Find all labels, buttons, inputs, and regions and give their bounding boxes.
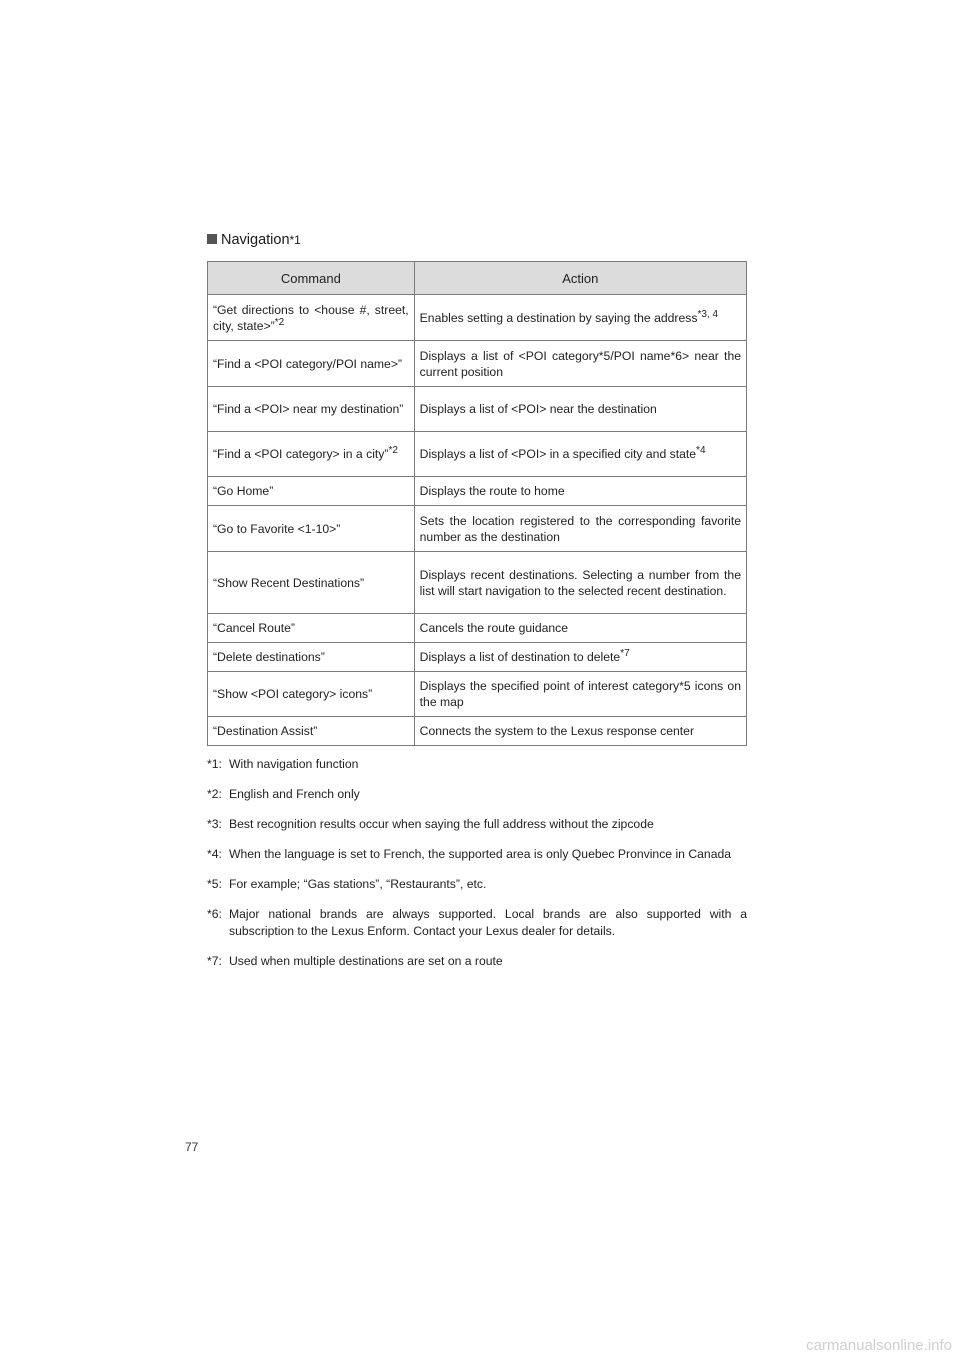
footnote-text: When the language is set to French, the supported area is only Quebec Pronvince in Canada [229,847,732,861]
action-cell: Cancels the route guidance [414,614,746,643]
footnote [207,786,747,803]
square-bullet-icon [207,234,217,244]
command-cell: “Go Home” [208,477,415,506]
footnote-ref: *2 [274,316,285,328]
action-text: Enables setting a destination by saying the address [419,310,698,325]
footnote [207,953,747,970]
footnote-label: *3: [207,817,222,831]
footnote-label: *2: [207,787,222,801]
header-command: Command [208,262,415,295]
footnote-label: *7: [207,954,222,968]
footnote-text: With navigation function [229,757,359,771]
commands-table [207,261,747,746]
action-cell: Connects the system to the Lexus response center [414,717,746,746]
action-cell: Displays a list of <POI> near the destination [414,387,746,432]
command-text: “Get directions to <house #, street, city, state>” [213,302,409,333]
command-cell: “Go to Favorite <1-10>” [208,506,415,552]
table-row [208,717,747,746]
footnote [207,876,747,893]
footnote [207,756,747,773]
footnote [207,846,747,863]
table-row [208,341,747,387]
footnote-label: *5: [207,877,222,891]
footnote-ref: *4 [696,444,706,456]
footnote-text: For example; “Gas stations”, “Restaurants”, etc. [229,877,487,891]
footnote-text: Used when multiple destinations are set on a route [229,954,503,968]
action-cell: Displays recent destinations. Selecting a number from the list will start navigation to the selected recent destination. [414,552,746,614]
footnote-text: Major national brands are always supported. Local brands are also supported with a subscription to the Lexus Enform. Contact your Lexus dealer for details. [229,907,747,938]
table-row [208,477,747,506]
command-cell [208,295,415,341]
table-row [208,506,747,552]
action-cell: Sets the location registered to the corresponding favorite number as the destination [414,506,746,552]
footnotes [207,756,747,983]
command-cell: “Find a <POI> near my destination” [208,387,415,432]
section-title: Navigation [221,232,290,248]
command-cell: “Destination Assist” [208,717,415,746]
footnote-ref: *2 [388,444,398,456]
footnote-label: *4: [207,847,222,861]
page-number: 77 [185,1140,199,1154]
footnote [207,906,747,940]
table-row [208,295,747,341]
action-cell [414,432,746,477]
action-cell [414,643,746,672]
table-row [208,643,747,672]
action-cell: Displays the specified point of interest category*5 icons on the map [414,672,746,717]
footnote-text: English and French only [229,787,360,801]
command-cell: “Find a <POI category/POI name>” [208,341,415,387]
action-text: Displays a list of destination to delete [419,650,621,664]
command-cell: “Cancel Route” [208,614,415,643]
command-cell: “Delete destinations” [208,643,415,672]
watermark: carmanualsonline.info [806,1337,952,1354]
table-row [208,552,747,614]
table-row [208,432,747,477]
table-row [208,672,747,717]
section-heading: Navigation *1 [207,232,301,248]
command-cell: “Show <POI category> icons” [208,672,415,717]
table-header-row [208,262,747,295]
action-text: Displays a list of <POI> in a specified city and state [419,447,697,461]
command-cell: “Show Recent Destinations” [208,552,415,614]
footnote [207,816,747,833]
footnote-label: *1: [207,757,222,771]
action-cell: Displays a list of <POI category*5/POI name*6> near the current position [414,341,746,387]
table-row [208,387,747,432]
table-row [208,614,747,643]
action-cell [414,295,746,341]
footnote-ref: *3, 4 [697,308,719,320]
header-action: Action [414,262,746,295]
action-cell: Displays the route to home [414,477,746,506]
command-cell [208,432,415,477]
footnote-ref: *7 [620,647,630,659]
footnote-label: *6: [207,907,222,921]
footnote-text: Best recognition results occur when saying the full address without the zipcode [229,817,654,831]
command-text: “Find a <POI category> in a city” [213,447,389,461]
